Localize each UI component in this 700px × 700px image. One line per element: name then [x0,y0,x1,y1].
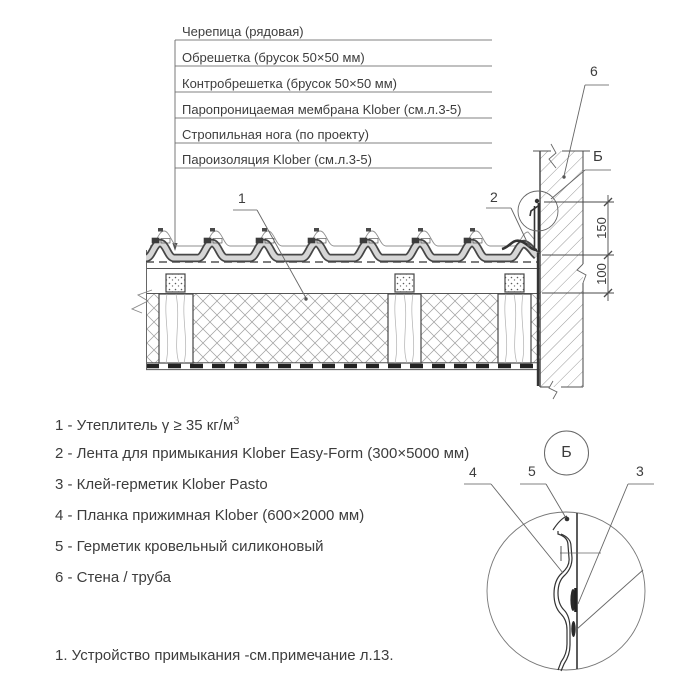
wall-section [533,144,590,399]
tile-back-tabs [158,228,475,232]
layer-label-membrane: Паропроницаемая мембрана Klober (см.л.3-5) [182,102,462,117]
callout-6-wall: 6 [590,63,598,79]
legend-item-1-text: 1 - Утеплитель γ ≥ 35 кг/м [55,417,234,434]
callout-b-reference: Б [593,148,603,165]
legend-item-2: 2 - Лента для примыкания Klober Easy-Form (300×5000 мм) [55,445,470,462]
callout-1-insulation: 1 [238,190,246,206]
legend-item-5: 5 - Герметик кровельный силиконовый [55,538,324,555]
roof-tiles [146,228,537,258]
legend-item-1-sup: 3 [233,415,240,427]
insulation-layer [146,294,540,363]
detail-leaders [464,484,654,629]
glue-blob [571,621,575,637]
detail-circle [487,512,645,670]
callout-5-sealant: 5 [528,463,536,479]
legend-item-1 [55,415,239,435]
detail-flashing-profile [553,516,572,671]
dimension-150: 150 [594,217,609,239]
layer-label-rafter: Стропильная нога (по проекту) [182,127,369,142]
layer-label-tiles: Черепица (рядовая) [182,24,304,39]
detail-view [464,431,654,671]
legend-item-3: 3 - Клей-герметик Klober Pasto [55,476,268,493]
legend-item-6: 6 - Стена / труба [55,569,171,586]
layer-label-counterbattens: Контробрешетка (брусок 50×50 мм) [182,76,398,91]
legend-item-4: 4 - Планка прижимная Klober (600×2000 мм) [55,507,365,524]
layer-label-vapor-barrier: Пароизоляция Klober (см.л.3-5) [182,152,372,167]
layer-leader-lines [175,40,492,246]
callout-2-tape: 2 [490,189,498,205]
footnote: 1. Устройство примыкания -см.примечание л.13. [55,647,394,664]
callout-4-strip: 4 [469,464,477,480]
layer-label-battens: Обрешетка (брусок 50×50 мм) [182,50,365,65]
battens [166,274,524,292]
detail-title: Б [561,444,572,461]
callout-3-glue: 3 [636,463,644,479]
dimension-100: 100 [594,263,609,285]
